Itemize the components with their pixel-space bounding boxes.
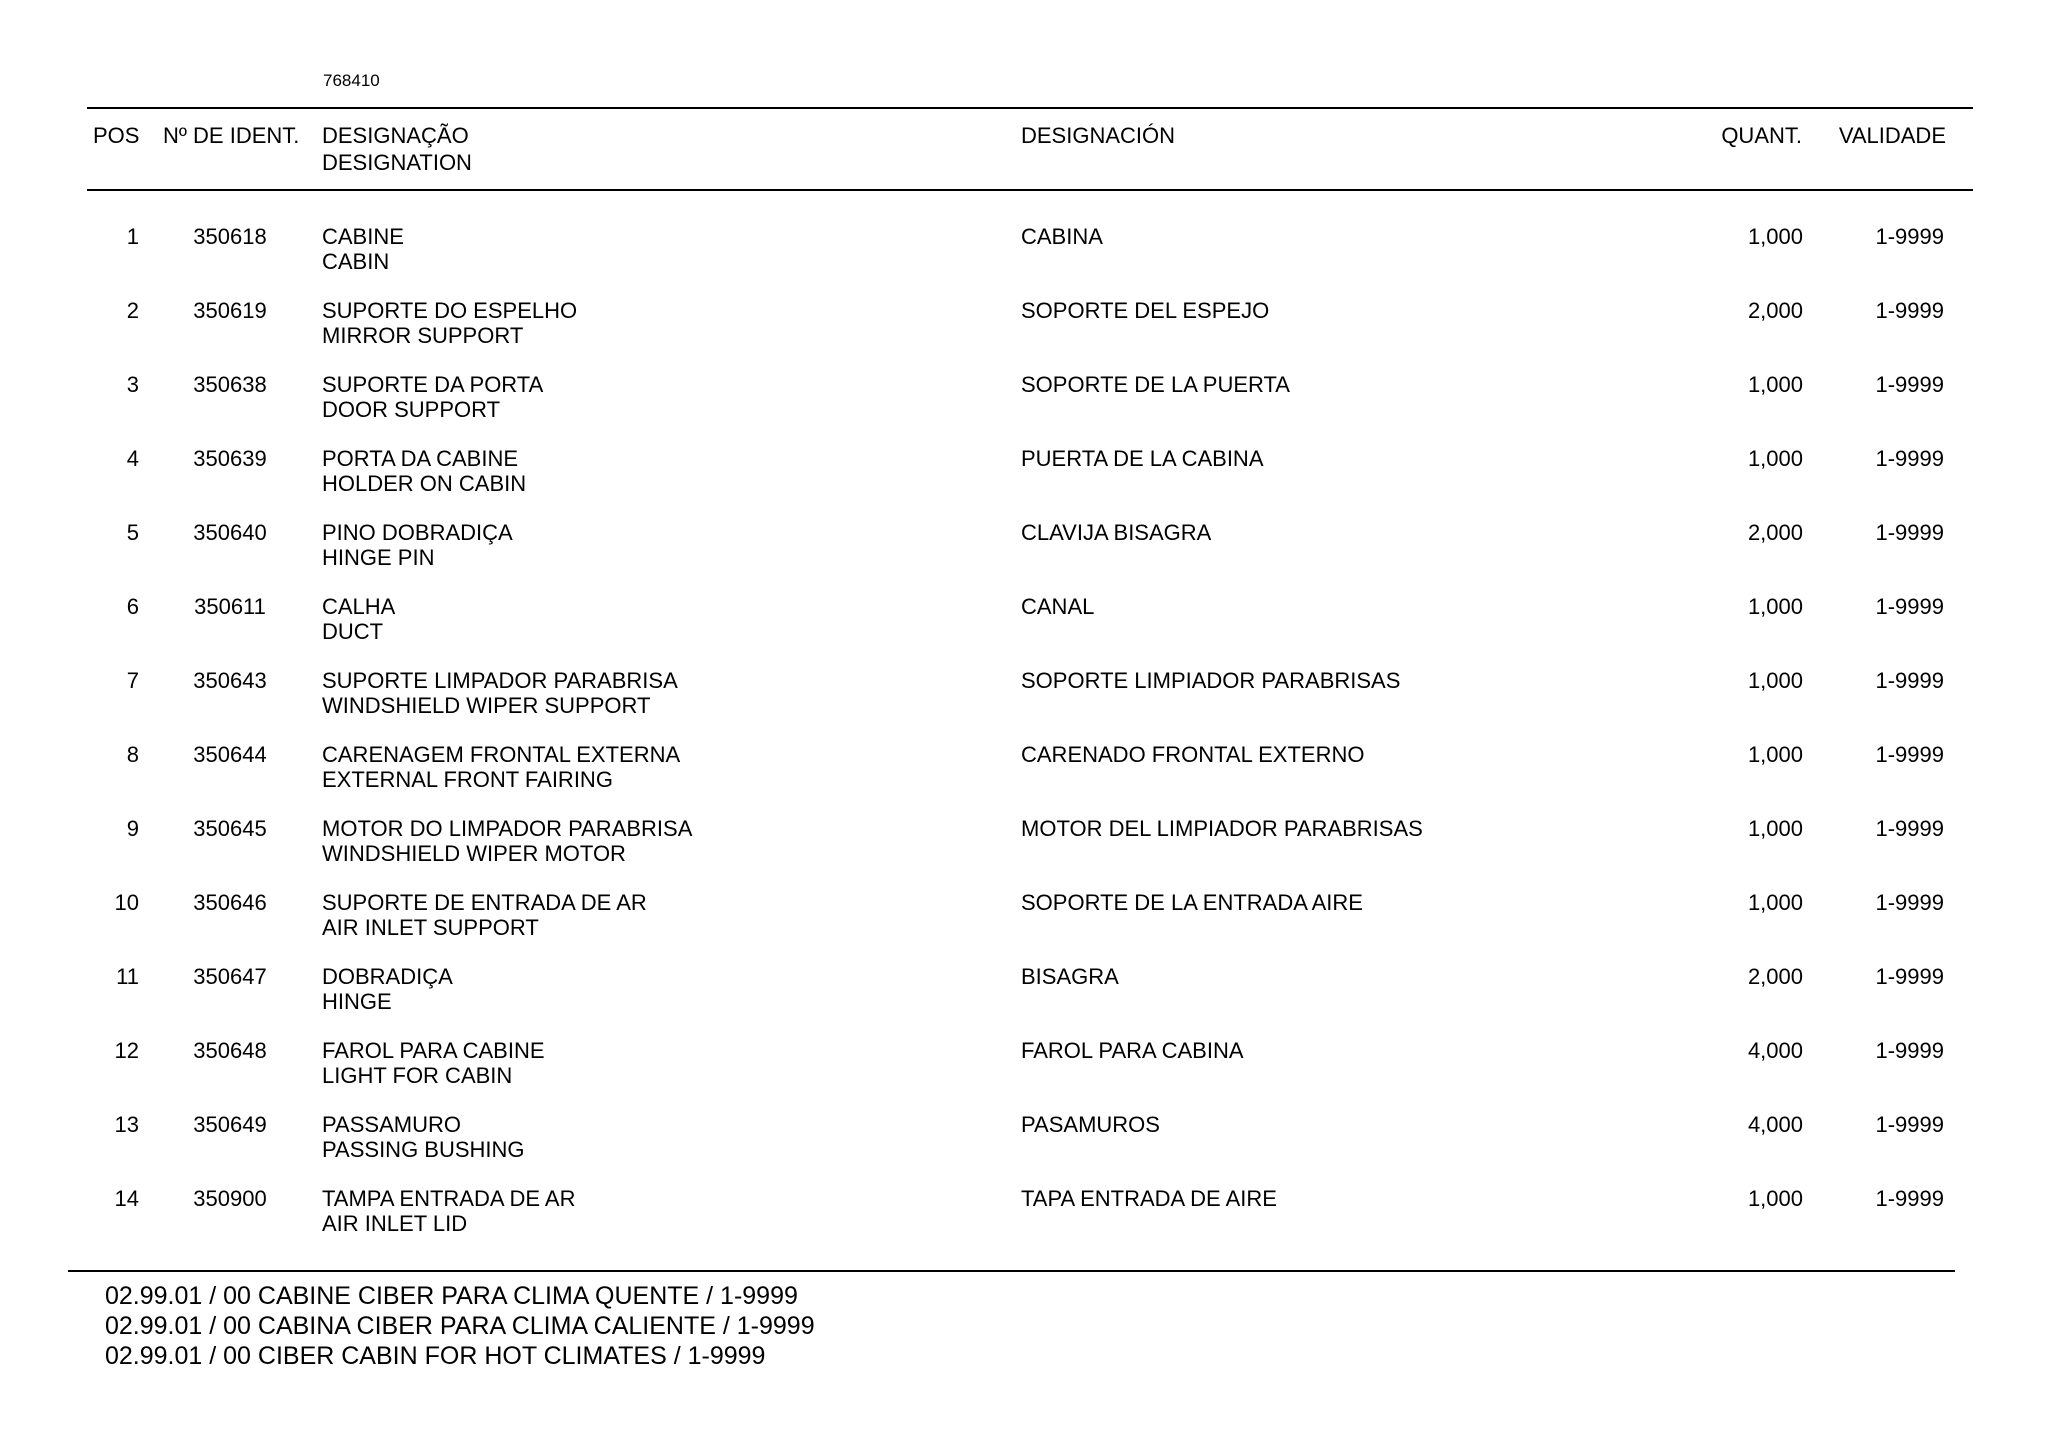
column-header-designation-es: DESIGNACIÓN xyxy=(1021,123,1176,148)
row-designation-es: SOPORTE DEL ESPEJO xyxy=(1021,298,1270,323)
row-pos: 11 xyxy=(116,964,139,989)
row-quantity: 1,000 xyxy=(1747,742,1803,767)
column-header-quantity: QUANT. xyxy=(1721,123,1802,148)
document-number: 768410 xyxy=(323,71,380,90)
header-bottom-rule xyxy=(87,189,1973,191)
row-pos: 6 xyxy=(126,594,139,619)
table-row xyxy=(0,224,2048,298)
table-row xyxy=(0,668,2048,742)
row-ident-number: 350644 xyxy=(193,742,267,767)
row-designation-en: AIR INLET SUPPORT xyxy=(322,915,539,940)
row-validity: 1-9999 xyxy=(1875,890,1944,915)
row-designation-es: BISAGRA xyxy=(1021,964,1119,989)
table-bottom-rule xyxy=(68,1270,1955,1272)
row-designation-es: CARENADO FRONTAL EXTERNO xyxy=(1021,742,1365,767)
row-pos: 13 xyxy=(114,1112,139,1137)
row-quantity: 1,000 xyxy=(1747,668,1803,693)
row-ident-number: 350619 xyxy=(193,298,267,323)
row-quantity: 2,000 xyxy=(1747,520,1803,545)
row-ident-number: 350649 xyxy=(193,1112,267,1137)
table-row xyxy=(0,1186,2048,1260)
row-validity: 1-9999 xyxy=(1875,742,1944,767)
table-row xyxy=(0,520,2048,594)
row-designation-es: SOPORTE DE LA ENTRADA AIRE xyxy=(1021,890,1363,915)
row-designation-en: LIGHT FOR CABIN xyxy=(322,1063,513,1088)
row-validity: 1-9999 xyxy=(1875,964,1944,989)
row-quantity: 1,000 xyxy=(1747,890,1803,915)
row-quantity: 1,000 xyxy=(1747,1186,1803,1211)
column-header-designation-en: DESIGNATION xyxy=(322,150,472,175)
table-row xyxy=(0,964,2048,1038)
row-designation-pt: CARENAGEM FRONTAL EXTERNA xyxy=(322,742,681,767)
row-validity: 1-9999 xyxy=(1875,1038,1944,1063)
row-ident-number: 350643 xyxy=(193,668,267,693)
row-designation-en: HOLDER ON CABIN xyxy=(322,471,527,496)
row-ident-number: 350638 xyxy=(193,372,267,397)
row-pos: 10 xyxy=(114,890,139,915)
column-header-validity: VALIDADE xyxy=(1838,123,1946,148)
row-pos: 7 xyxy=(126,668,139,693)
row-ident-number: 350640 xyxy=(193,520,267,545)
row-quantity: 4,000 xyxy=(1747,1038,1803,1063)
row-designation-es: CABINA xyxy=(1021,224,1103,249)
table-row xyxy=(0,298,2048,372)
row-quantity: 2,000 xyxy=(1747,964,1803,989)
row-designation-es: PUERTA DE LA CABINA xyxy=(1021,446,1264,471)
row-validity: 1-9999 xyxy=(1875,446,1944,471)
row-designation-pt: SUPORTE DO ESPELHO xyxy=(322,298,578,323)
assembly-description xyxy=(105,1281,815,1371)
assembly-description-line: 02.99.01 / 00 CABINE CIBER PARA CLIMA QUENTE / 1-9999 xyxy=(105,1282,798,1310)
row-designation-pt: CALHA xyxy=(322,594,396,619)
row-designation-en: CABIN xyxy=(322,249,390,274)
parts-table xyxy=(0,224,2048,1260)
row-validity: 1-9999 xyxy=(1875,224,1944,249)
row-designation-pt: CABINE xyxy=(322,224,404,249)
row-ident-number: 350645 xyxy=(193,816,267,841)
row-designation-en: HINGE xyxy=(322,989,392,1014)
row-ident-number: 350648 xyxy=(193,1038,267,1063)
row-pos: 2 xyxy=(126,298,139,323)
row-designation-pt: DOBRADIÇA xyxy=(322,964,453,989)
row-pos: 8 xyxy=(126,742,139,767)
row-designation-pt: PORTA DA CABINE xyxy=(322,446,519,471)
row-validity: 1-9999 xyxy=(1875,1112,1944,1137)
assembly-description-line: 02.99.01 / 00 CIBER CABIN FOR HOT CLIMATES / 1-9999 xyxy=(105,1342,766,1370)
row-designation-es: CANAL xyxy=(1021,594,1095,619)
assembly-description-line: 02.99.01 / 00 CABINA CIBER PARA CLIMA CALIENTE / 1-9999 xyxy=(105,1312,815,1340)
row-designation-pt: SUPORTE DE ENTRADA DE AR xyxy=(322,890,647,915)
column-header-designation xyxy=(322,122,472,176)
row-validity: 1-9999 xyxy=(1875,372,1944,397)
row-designation-en: EXTERNAL FRONT FAIRING xyxy=(322,767,613,792)
row-ident-number: 350646 xyxy=(193,890,267,915)
row-ident-number: 350647 xyxy=(193,964,267,989)
row-pos: 3 xyxy=(126,372,139,397)
row-quantity: 2,000 xyxy=(1747,298,1803,323)
row-designation-es: SOPORTE DE LA PUERTA xyxy=(1021,372,1290,397)
row-designation-en: WINDSHIELD WIPER SUPPORT xyxy=(322,693,651,718)
column-header-designation-pt: DESIGNAÇÃO xyxy=(322,123,469,148)
row-quantity: 1,000 xyxy=(1747,446,1803,471)
row-designation-pt: MOTOR DO LIMPADOR PARABRISA xyxy=(322,816,693,841)
row-designation-pt: SUPORTE LIMPADOR PARABRISA xyxy=(322,668,678,693)
table-row xyxy=(0,446,2048,520)
row-validity: 1-9999 xyxy=(1875,668,1944,693)
row-designation-es: PASAMUROS xyxy=(1021,1112,1160,1137)
row-validity: 1-9999 xyxy=(1875,520,1944,545)
row-quantity: 4,000 xyxy=(1747,1112,1803,1137)
row-designation-en: DOOR SUPPORT xyxy=(322,397,501,422)
row-designation-es: SOPORTE LIMPIADOR PARABRISAS xyxy=(1021,668,1401,693)
row-quantity: 1,000 xyxy=(1747,224,1803,249)
row-quantity: 1,000 xyxy=(1747,594,1803,619)
row-validity: 1-9999 xyxy=(1875,1186,1944,1211)
row-designation-es: CLAVIJA BISAGRA xyxy=(1021,520,1212,545)
table-row xyxy=(0,1112,2048,1186)
row-validity: 1-9999 xyxy=(1875,594,1944,619)
column-header-pos: POS xyxy=(93,123,140,148)
row-designation-en: WINDSHIELD WIPER MOTOR xyxy=(322,841,626,866)
row-designation-es: MOTOR DEL LIMPIADOR PARABRISAS xyxy=(1021,816,1423,841)
row-designation-en: DUCT xyxy=(322,619,384,644)
row-designation-pt: PASSAMURO xyxy=(322,1112,461,1137)
header-top-rule xyxy=(87,107,1973,109)
row-validity: 1-9999 xyxy=(1875,298,1944,323)
table-row xyxy=(0,1038,2048,1112)
row-designation-pt: FAROL PARA CABINE xyxy=(322,1038,545,1063)
row-pos: 9 xyxy=(126,816,139,841)
row-designation-en: MIRROR SUPPORT xyxy=(322,323,524,348)
row-quantity: 1,000 xyxy=(1747,372,1803,397)
row-ident-number: 350639 xyxy=(193,446,267,471)
row-ident-number: 350900 xyxy=(193,1186,267,1211)
table-row xyxy=(0,816,2048,890)
table-row xyxy=(0,594,2048,668)
row-designation-en: AIR INLET LID xyxy=(322,1211,468,1236)
row-designation-pt: TAMPA ENTRADA DE AR xyxy=(322,1186,576,1211)
row-pos: 14 xyxy=(114,1186,139,1211)
table-row xyxy=(0,890,2048,964)
row-designation-es: TAPA ENTRADA DE AIRE xyxy=(1021,1186,1277,1211)
column-header-ident: Nº DE IDENT. xyxy=(163,123,300,148)
row-validity: 1-9999 xyxy=(1875,816,1944,841)
row-pos: 1 xyxy=(126,224,139,249)
row-designation-pt: SUPORTE DA PORTA xyxy=(322,372,544,397)
table-row xyxy=(0,742,2048,816)
row-ident-number: 350611 xyxy=(194,594,266,619)
row-designation-pt: PINO DOBRADIÇA xyxy=(322,520,513,545)
row-pos: 5 xyxy=(126,520,139,545)
row-quantity: 1,000 xyxy=(1747,816,1803,841)
row-pos: 12 xyxy=(114,1038,139,1063)
row-ident-number: 350618 xyxy=(193,224,267,249)
row-designation-en: HINGE PIN xyxy=(322,545,435,570)
row-designation-es: FAROL PARA CABINA xyxy=(1021,1038,1244,1063)
table-row xyxy=(0,372,2048,446)
row-pos: 4 xyxy=(126,446,139,471)
row-designation-en: PASSING BUSHING xyxy=(322,1137,525,1162)
